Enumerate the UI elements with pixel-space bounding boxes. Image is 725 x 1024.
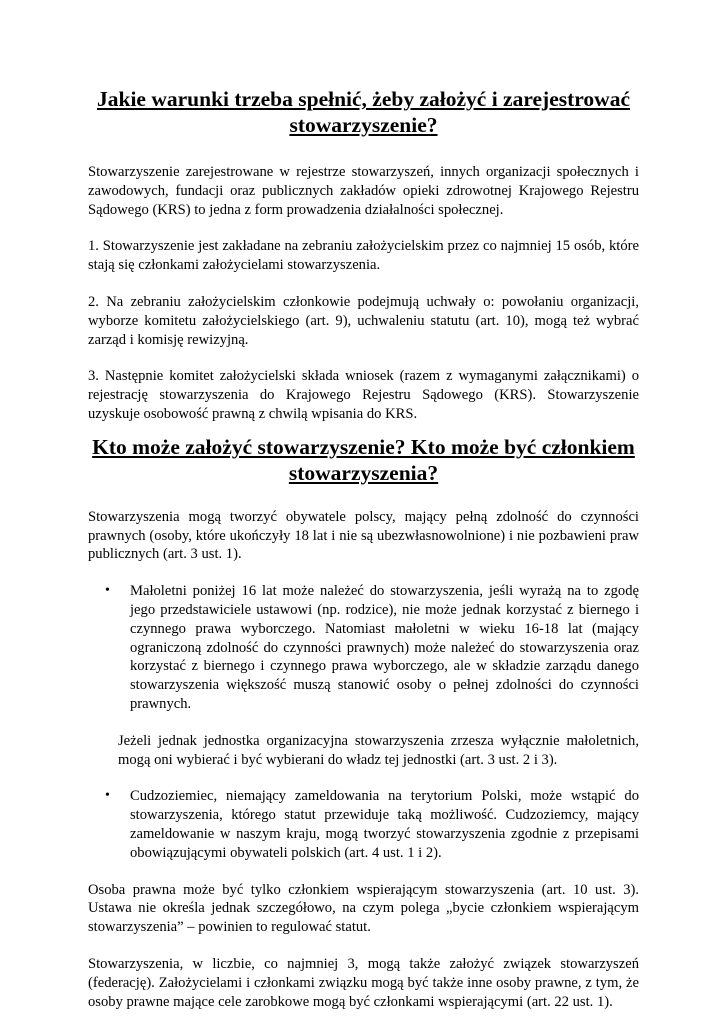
bullet-icon: • bbox=[105, 583, 110, 599]
list-item-minors bbox=[88, 582, 639, 714]
foreigners-paragraph: Cudzoziemiec, niemający zameldowania na terytorium Polski, może wstąpić do stowarzyszenia, którego statut przewiduje taką możliwość. Cudzoziemcy, mający zameldowanie w naszym kraju, mogą tworzyć stowarzyszenia zgodnie z przepisami obowiązującymi obywateli polskich (art. 4 ust. 1 i 2). bbox=[130, 788, 639, 861]
membership-bullet-list-2 bbox=[88, 787, 639, 862]
founders-paragraph: Stowarzyszenia mogą tworzyć obywatele polscy, mający pełną zdolność do czynności prawnych (osoby, które ukończyły 18 lat i nie są ubezwłasnowolnione) i nie pozbawieni praw publicznych (art. 3 ust. 1). bbox=[88, 508, 639, 563]
point-2-paragraph: 2. Na zebraniu założycielskim członkowie podejmują uchwały o: powołaniu organizacji, wyborze komitetu założycielskiego (art. 9), uchwaleniu statutu (art. 10), mogą też wybrać zarząd i komisję rewizyjną. bbox=[88, 293, 639, 348]
section-title-membership: Kto może założyć stowarzyszenie? Kto może być członkiem stowarzyszenia? bbox=[92, 434, 635, 485]
point-1-paragraph: 1. Stowarzyszenie jest zakładane na zebraniu założycielskim przez co najmniej 15 osób, które stają się członkami założycielami stowarzyszenia. bbox=[88, 238, 639, 274]
point-3-paragraph: 3. Następnie komitet założycielski składa wniosek (razem z wymaganymi załącznikami) o rejestrację stowarzyszenia do Krajowego Rejestru Sądowego (KRS). Stowarzyszenie uzyskuje osobowość prawną z chwilą wpisania do KRS. bbox=[88, 368, 639, 422]
federation-paragraph: Stowarzyszenia, w liczbie, co najmniej 3, mogą także założyć związek stowarzyszeń (federację). Założycielami i członkami związku mogą być także inne osoby prawne, z tym, że osoby prawne mające cele zarobkowe mogą być członkami wspierającymi (art. 22 ust. 1). bbox=[88, 955, 639, 1010]
bullet-icon: • bbox=[105, 788, 110, 804]
intro-paragraph: Stowarzyszenie zarejestrowane w rejestrze stowarzyszeń, innych organizacji społecznych i zawodowych, fundacji oraz publicznych zakładów opieki zdrowotnej Krajowego Rejestru Sądowego (KRS) to jedna z form prowadzenia działalności społecznej. bbox=[88, 164, 639, 218]
document-page bbox=[88, 86, 639, 1011]
legal-person-paragraph: Osoba prawna może być tylko członkiem wspierającym stowarzyszenia (art. 10 ust. 3). Ustawa nie określa jednak szczegółowo, na czym polega „bycie członkiem wspierającym stowarzyszenia” – powinien to regulować statut. bbox=[88, 881, 639, 936]
section-title-registration: Jakie warunki trzeba spełnić, żeby założyć i zarejestrować stowarzyszenie? bbox=[96, 87, 630, 137]
minors-note-paragraph: Jeżeli jednak jednostka organizacyjna stowarzyszenia zrzesza wyłącznie małoletnich, mogą oni wybierać i być wybierani do władz tej jednostki (art. 3 ust. 2 i 3). bbox=[118, 732, 639, 768]
list-item-foreigners bbox=[88, 787, 639, 862]
minors-paragraph: Małoletni poniżej 16 lat może należeć do stowarzyszenia, jeśli wyrażą na to zgodę jego przedstawiciele ustawowi (np. rodzice), nie może jednak korzystać z biernego i czynnego prawa wyborczego. Natomiast małoletni w wieku 16-18 lat (mający ograniczoną zdolność do czynności prawnych) może należeć do stowarzyszenia oraz korzystać z biernego i czynnego prawa wyborczego, ale w składzie zarządu danego stowarzyszenia większość muszą stanowić osoby o pełnej zdolności do czynności prawnych. bbox=[130, 583, 639, 712]
membership-bullet-list bbox=[88, 582, 639, 714]
